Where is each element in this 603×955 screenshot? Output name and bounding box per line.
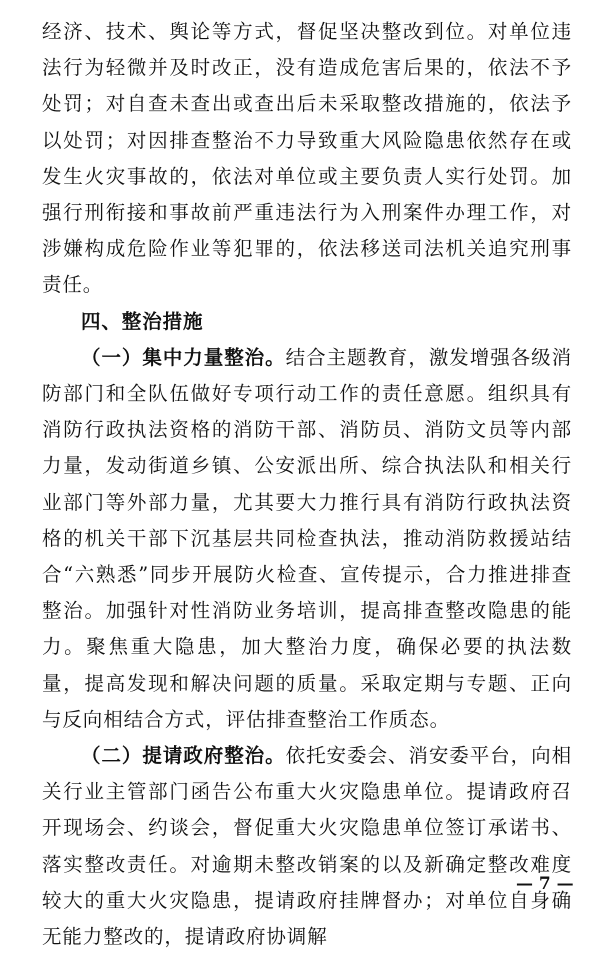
paragraph-enforcement: 经济、技术、舆论等方式，督促坚决整改到位。对单位违法行为轻微并及时改正，没有造成危害后果的，依法不予处罚；对自查未查出或查出后未采取整改措施的，依法予以处罚；对因排查整治不力导致重大风险隐患依然存在或发生火灾事故的，依法对单位或主要负责人实行处罚。加强行刑衔接和事故前严重违法行为入刑案件办理工作，对涉嫌构成危险作业等犯罪的，依法移送司法机关追究刑事责任。 — [42, 20, 572, 297]
paragraph-government-rectification — [42, 738, 572, 955]
item-body-government-rectification: 依托安委会、消安委平台，向相关行业主管部门函告公布重大火灾隐患单位。提请政府召开现场会、约谈会，督促重大火灾隐患单位签订承诺书、落实整改责任。对逾期未整改销案的以及新确定整改难度较大的重大火灾隐患，提请政府挂牌督办；对单位自身确无能力整改的，提请政府协调解 — [42, 744, 572, 949]
paragraph-concentrated-rectification — [42, 340, 572, 738]
document-body — [42, 14, 572, 955]
section-heading: 四、整治措施 — [81, 309, 204, 333]
item-body-concentrated-rectification: 结合主题教育，激发增强各级消防部门和全队伍做好专项行动工作的责任意愿。组织具有消防行政执法资格的消防干部、消防员、消防文员等内部力量，发动街道乡镇、公安派出所、综合执法队和相关行业部门等外部力量，尤其要大力推行具有消防行政执法资格的机关干部下沉基层共同检查执法，推动消防救援站结合“六熟悉”同步开展防火检查、宣传提示，合力推进排查整治。加强针对性消防业务培训，提高排查整改隐患的能力。聚焦重大隐患，加大整治力度，确保必要的执法数量，提高发现和解决问题的质量。采取定期与专题、正向与反向相结合方式，评估排查整治工作质态。 — [42, 345, 572, 731]
item-title-government-rectification: （二）提请政府整治。 — [81, 744, 286, 768]
item-title-concentrated-rectification: （一）集中力量整治。 — [81, 345, 286, 369]
page-number: — 7 — — [516, 874, 574, 894]
